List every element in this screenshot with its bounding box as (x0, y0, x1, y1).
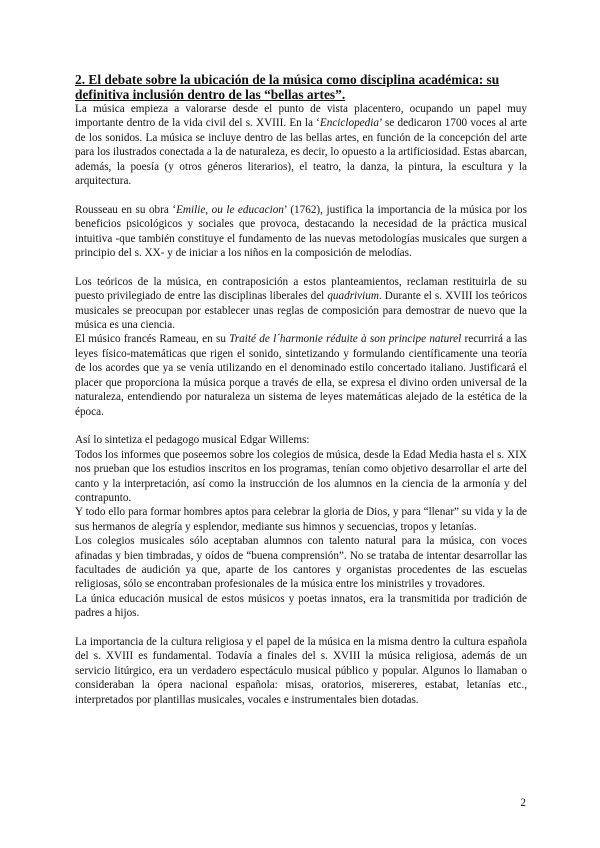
italic-term: quadrivium (327, 290, 379, 303)
italic-title: Enciclopedia (319, 117, 379, 130)
paragraph-rousseau (75, 203, 527, 261)
italic-title: Traité de l´harmonie réduite à son principe naturel (229, 333, 462, 346)
text-span: ’ (1762), justifica la importancia de la música por los beneficios psicológicos y sociales que provoca, destacando la necesidad de la práctica musical intuitiva -que también constituye el fundamento de las nuevas metodologías musicales que surgen a principio del s. XX- y de iniciar a los niños en la composición de melodías. (75, 203, 527, 260)
text-span: Los teóricos de la música, en contraposición a estos planteamientos, reclaman restituirla de su puesto privilegiado de entre las disciplinas liberales del (75, 275, 527, 303)
section-heading: 2. El debate sobre la ubicación de la música como disciplina académica: su definitiva inclusión dentro de las “bellas artes”. (75, 72, 500, 102)
text-span: recurrirá a las leyes físico-matemáticas que rigen el sonido, sintetizando y formulando científicamente una teoría de los acordes que ya se venía utilizando en el denominado estilo concertado italiano. Justificará el placer que proporciona la música porque a través de ella, se expresa el divino orden universal de la naturaleza, entendiendo por naturaleza un sistema de leyes matemáticas alejado de la estética de la época. (75, 333, 527, 418)
italic-title: Emilie, ou le educacion (176, 203, 284, 216)
text-span: El músico francés Rameau, en su (75, 333, 230, 346)
text-span: La música empieza a valorarse desde el punto de vista placentero, ocupando un papel muy importante dentro de la vida civil del s. XVIII. En la ‘ (75, 103, 527, 130)
paragraph-quote-gloria: Y todo ello para formar hombres aptos para celebrar la gloria de Dios, y para “llenar” su vida y la de sus hermanos de alegría y esplendor, mediante sus himnos y secuencias, tropos y letanías. (75, 506, 527, 533)
paragraph-willems-intro: Así lo sintetiza el pedagogo musical Edgar Willems: (75, 434, 310, 447)
text-span: Rousseau en su obra ‘ (75, 203, 177, 216)
paragraph-cultura-religiosa: La importancia de la cultura religiosa y el papel de la música en la misma dentro la cultura española del s. XVIII es fundamental. Todavía a finales del s. XVIII la música religiosa, además de un servicio litúrgico, era un verdadero espectáculo musical público y popular. Algunos lo llamaban o consideraban la ópera nacional española: misas, oratorios, misereres, estabat, letanías etc., interpretados por plantillas musicales, vocales e instrumentales bien dotadas. (75, 635, 527, 706)
paragraph-teoricos (75, 275, 527, 333)
paragraph-quote-colegios: Los colegios musicales sólo aceptaban alumnos con talento natural para la música, con voces afinadas y bien timbradas, y oídos de “buena comprensión”. No se trataba de intentar desarrollar las facultades de audición ya que, aparte de los cantores y organistas procedentes de las escuelas religiosas, sólo se encontraban profesionales de la música entre los ministriles y trovadores. (75, 535, 527, 591)
paragraph-quote-educacion: La única educación musical de estos músicos y poetas innatos, era la transmitida por tradición de padres a hijos. (75, 592, 527, 620)
text-span: ’ se dedicaron 1700 voces al arte de los sonidos. La música se incluye dentro de las bellas artes, en función de la concepción del arte para los ilustrados conectada a la de naturaleza, es decir, lo opuesto a la artificiosidad. Estas abarcan, además, la poesía (y otros géneros literarios), el teatro, la danza, la pintura, la escultura y la arquitectura. (75, 117, 527, 188)
text-span: . Durante el s. XVIII los teóricos musicales se preocupan por establecer unas reglas de composición para demostrar de nuevo que la música es una ciencia. (75, 290, 528, 332)
document-body (75, 72, 527, 707)
paragraph-quote-informes: Todos los informes que poseemos sobre los colegios de música, desde la Edad Media hasta el s. XIX nos prueban que los estudios inscritos en los programas, tenían como objetivo desarrollar el arte del canto y la interpretación, así como la instrucción de los alumnos en la ciencia de la armonía y del contrapunto. (75, 448, 527, 504)
page-number: 2 (520, 797, 526, 809)
paragraph-enciclopedia (75, 102, 527, 188)
paragraph-rameau (75, 332, 527, 418)
